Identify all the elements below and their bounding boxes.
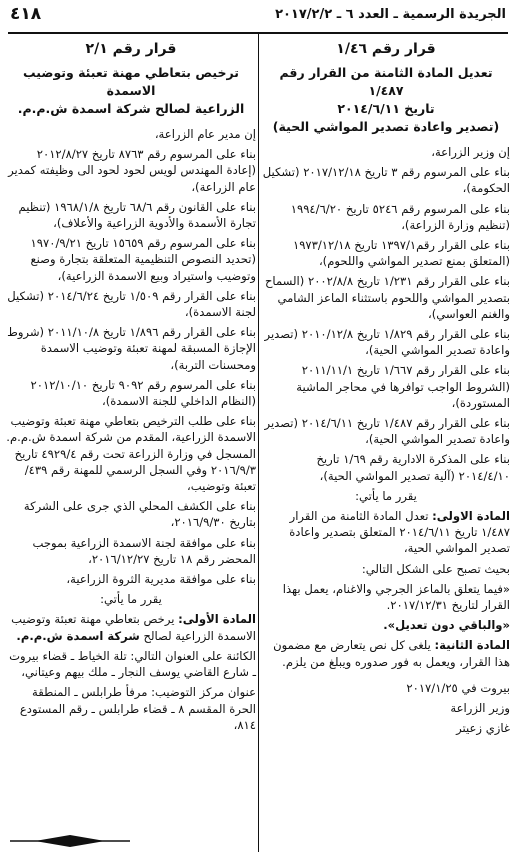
subject-line: ترخيص بتعاطي مهنة تعبئة وتوضيب الاسمدة [23,65,239,98]
decision-subject [262,64,510,136]
subject-line: (تصدير واعادة تصدير المواشي الحية) [272,119,500,134]
paragraph: بناء على الكشف المحلي الذي جرى على الشركة بتاريخ ٢٠١٦/٩/٣٠، [23,499,256,530]
unchanged-note: «والباقي دون تعديل». [383,618,510,633]
place-date: بيروت في ٢٠١٧/١/٢٥ [406,680,510,695]
company-name: شركة اسمدة ش.م.م. [16,628,140,643]
signer-title: وزير الزراعة [450,701,510,716]
address: الكائنة على العنوان التالي: تلة الخياط ـ قضاء بيروت ـ شارع القاضي يوسف النجار ـ ملك بيهم وعيتاني، [9,648,256,680]
paragraph: بناء على المرسوم رقم ٩٠٩٢ تاريخ ٢٠١٢/١٠/١٠ (النظام الداخلي للجنة الاسمدة)، [30,377,256,409]
subject-line: تاريخ ٢٠١٤/٦/١١ [337,101,435,116]
paragraph: بناء على طلب الترخيص بتعاطي مهنة تعبئة وتوضيب الاسمدة الزراعية، المقدم من شركة اسمدة ش.م.م. المسجل في وزارة الزراعة تحت رقم ٤٩٢٩/٤ تاريخ ٢٠١٦/٩/٣ وفي السجل الرسمي للمهنة رقم ٤٣٩/ تعبئة وتوضيب، [6,414,256,494]
subject-line: الزراعية لصالح شركة اسمدة ش.م.م. [17,101,245,116]
paragraph: إن مدير عام الزراعة، [154,127,256,141]
left-column [6,38,256,737]
right-column [262,38,510,741]
paragraph: بناء على القرار رقم ١/٨٩٦ تاريخ ٢٠١١/١٠/٨ (شروط الإجازة المسبقة لمهنة تعبئة وتوضيب الاسمدة ومحسنات التربة)، [7,325,256,372]
decision-title: قرار رقم ١/٤٦ [336,41,436,57]
paragraph: بناء على المرسوم رقم ٥٢٤٦ تاريخ ١٩٩٤/٦/٢٠ (تنظيم وزارة الزراعة)، [290,201,510,232]
paragraph: بناء على القرار رقم ١/٢٣١ تاريخ ٢٠٠٢/٨/٨ (السماح بتصدير المواشي واللحوم باستثناء الماعز الشامي والغنم العواسي)، [264,274,510,321]
paragraph: بناء على المذكرة الادارية رقم ١/٦٩ تاريخ ٢٠١٤/٤/١٠ (آلية تصدير المواشي الحية)، [316,452,510,483]
signer-name: غازي زعيتر [456,721,510,736]
article-1 [6,611,256,643]
article-label: المادة الثانية: [434,638,510,653]
column-divider [258,34,259,852]
end-ornament-icon [10,834,130,848]
page-header [8,2,508,34]
paragraph: بناء على القانون رقم ٦٨/٦ تاريخ ١٩٦٨/١/٨ (تنظيم تجارة الأسمدة والأدوية الزراعية والأعلاف)، [18,199,256,231]
page-number: ٤١٨ [10,4,42,24]
amended-text: «فيما يتعلق بالماعز الجرجي والاغنام، يعمل بهذا القرار لتاريخ ٢٠١٧/١٢/٣١. [282,581,510,613]
paragraph: بناء على المرسوم رقم ١٥٦٥٩ تاريخ ١٩٧٠/٩/٢١ (تحديد النصوص التنظيمية المتعلقة بتجارة وصنع وتوضيب واستيراد وبيع الاسمدة الزراعية)، [30,236,256,283]
article-text: يلغى كل نص يتعارض مع مضمون هذا القرار، ويعمل به فور صدوره ويبلغ من يلزم. [273,638,510,669]
paragraph: بناء على القرار رقم ١/٥٠٩ تاريخ ٢٠١٤/٦/٢٤ (تشكيل لجنة الاسمدة)، [7,288,256,320]
paragraph: بناء على المرسوم رقم ٣ تاريخ ٢٠١٧/١٢/١٨ (تشكيل الحكومة)، [262,165,510,196]
article-text: تعدل المادة الثامنة من القرار ١/٤٨٧ تاريخ ٢٠١٤/٦/١١ المتعلق بتصدير واعادة تصدير المواشي الحية، [289,509,510,556]
decision-subject [6,64,256,118]
paragraph: بناء على موافقة مديرية الثروة الزراعية، [66,572,256,587]
article-1 [262,508,510,557]
gazette-title: الجريدة الرسمية ـ العدد ٦ ـ ٢٠١٧/٢/٢ [275,7,506,22]
paragraph: بناء على موافقة لجنة الاسمدة الزراعية بموجب المحضر رقم ١٨ تاريخ ٢٠١٦/١٢/٢٧، [32,535,256,566]
decides-line: يقرر ما يأتي: [355,488,417,503]
decides-line: يقرر ما يأتي: [100,592,162,607]
article-2 [262,637,510,669]
paragraph: بناء على القرار رقم ١/٦٦٧ تاريخ ٢٠١١/١١/١ (الشروط الواجب توافرها في محاجر الماشية المستوردة)، [296,363,510,410]
article-text: يرخص بتعاطي مهنة تعبئة وتوضيب الاسمدة الزراعية لصالح [11,612,256,643]
paragraph: بناء على المرسوم رقم ٨٧٦٣ تاريخ ٢٠١٢/٨/٢٧ (إعادة المهندس لويس لحود لحود الى وظيفته كمدير عام الزراعة)، [8,147,256,194]
article-label: المادة الأولى: [178,612,256,627]
paragraph: بناء على القرار رقم١٣٩٧/١ تاريخ ١٩٧٣/١٢/١٨ (المتعلق بمنع تصدير المواشي واللحوم)، [292,238,510,269]
paragraph: إن وزير الزراعة، [431,145,510,159]
paragraph: بناء على القرار رقم ١/٤٨٧ تاريخ ٢٠١٤/٦/١١ (تصدير واعادة تصدير المواشي الحية)، [264,416,510,447]
subject-line: تعديل المادة الثامنة من القرار رقم ١/٤٨٧ [279,65,493,98]
becomes-line: بحيث تصبح على الشكل التالي: [361,561,510,576]
decision-title: قرار رقم ٢/١ [85,41,177,57]
paragraph: بناء على القرار رقم ١/٨٢٩ تاريخ ٢٠١٠/١٢/٨ (تصدير واعادة تصدير المواشي الحية)، [264,327,510,358]
article-label: المادة الاولى: [432,509,510,524]
packaging-address: عنوان مركز التوضيب: مرفأ طرابلس ـ المنطقة الحرة المقسم ٨ ـ قضاء طرابلس ـ رقم المستودع ٨١٤، [19,685,256,732]
